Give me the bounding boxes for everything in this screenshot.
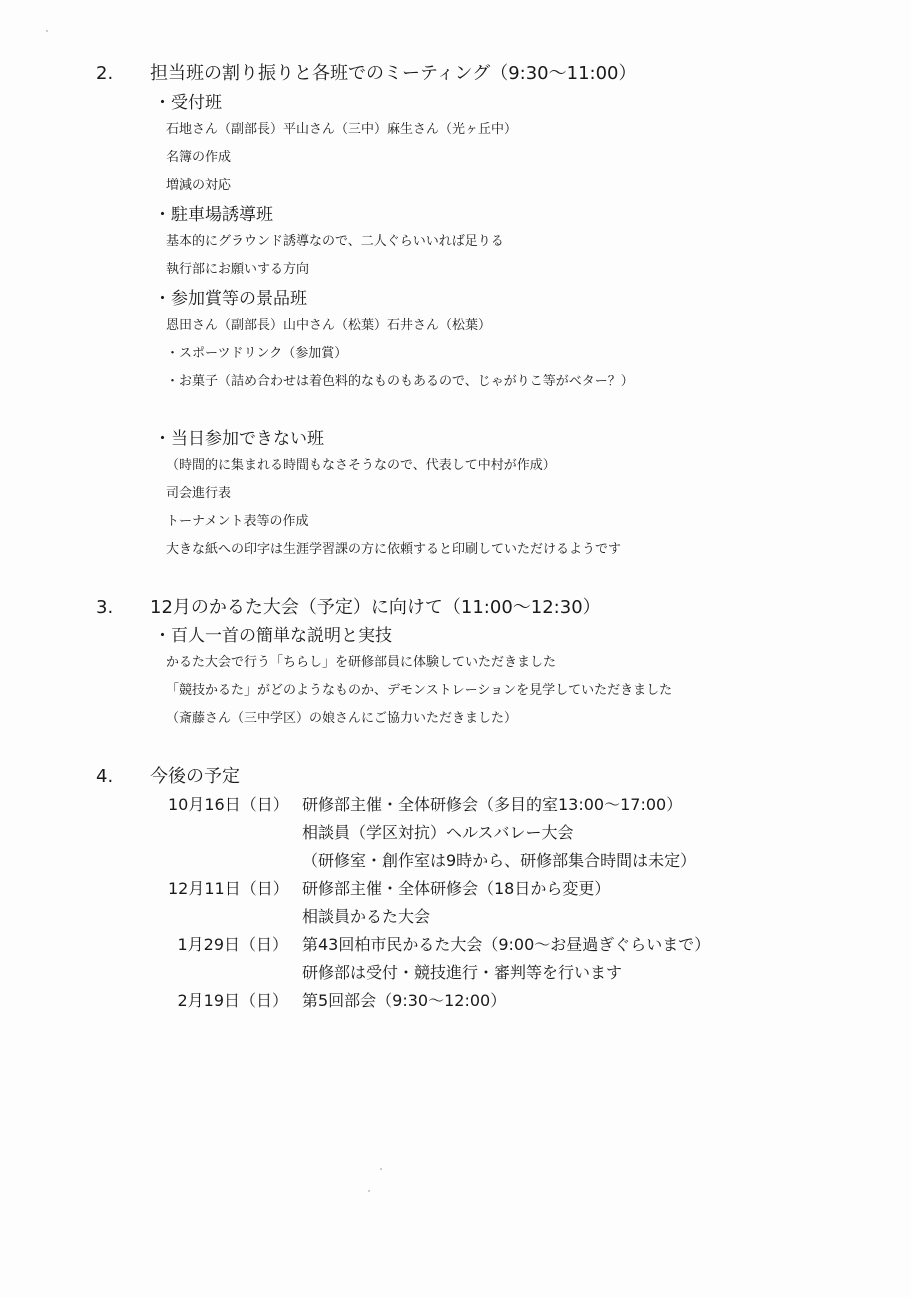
schedule-date: 10月16日（日） <box>168 795 289 814</box>
group-line: 名簿の作成 <box>166 150 232 165</box>
schedule-item: 第5回部会（9:30～12:00） <box>302 991 507 1010</box>
group-line: 石地さん（副部長）平山さん（三中）麻生さん（光ヶ丘中） <box>166 122 518 137</box>
schedule-item: 研修部主催・全体研修会（多目的室13:00～17:00） <box>302 795 683 814</box>
scan-speck <box>380 1168 382 1170</box>
group-line: （時間的に集まれる時間もなさそうなので、代表して中村が作成） <box>166 458 556 473</box>
scan-speck <box>368 1190 370 1192</box>
group-line: 恩田さん（副部長）山中さん（松葉）石井さん（松葉） <box>166 318 492 333</box>
group-line: トーナメント表等の作成 <box>166 514 309 529</box>
schedule-date: 1月29日（日） <box>177 935 288 954</box>
group-line: ・スポーツドリンク（参加賞） <box>166 346 348 361</box>
group-line: 執行部にお願いする方向 <box>166 262 310 277</box>
group-heading: ・百人一首の簡単な説明と実技 <box>154 626 392 646</box>
group-line: 司会進行表 <box>166 486 232 501</box>
group-line: 基本的にグラウンド誘導なので、二人ぐらいいれば足りる <box>166 234 504 249</box>
section-number: 4. <box>96 766 114 787</box>
group-line: かるた大会で行う「ちらし」を研修部員に体験していただきました <box>166 655 557 670</box>
group-heading: ・受付班 <box>154 93 222 113</box>
scan-speck <box>46 30 48 32</box>
schedule-item: （研修室・創作室は9時から、研修部集合時間は未定） <box>302 851 697 870</box>
group-line: 「競技かるた」がどのようなものか、デモンストレーションを見学していただきました <box>166 683 673 698</box>
group-line: 大きな紙への印字は生涯学習課の方に依頼すると印刷していただけるようです <box>166 542 622 557</box>
section-title: 今後の予定 <box>150 766 240 787</box>
section-number: 3. <box>96 597 114 618</box>
section-title: 12月のかるた大会（予定）に向けて（11:00～12:30） <box>150 597 601 618</box>
schedule-item: 研修部は受付・競技進行・審判等を行います <box>302 963 623 982</box>
group-heading: ・駐車場誘導班 <box>154 205 273 225</box>
group-line: （斎藤さん（三中学区）の娘さんにご協力いただきました） <box>166 711 518 726</box>
group-line: ・お菓子（詰め合わせは着色料的なものもあるので、じゃがりこ等がベター？） <box>166 374 634 389</box>
schedule-item: 相談員かるた大会 <box>302 907 431 926</box>
schedule-date: 2月19日（日） <box>177 991 288 1010</box>
schedule-date: 12月11日（日） <box>168 879 289 898</box>
section-number: 2. <box>96 63 114 84</box>
schedule-item: 相談員（学区対抗）ヘルスバレー大会 <box>302 823 574 842</box>
schedule-item: 研修部主催・全体研修会（18日から変更） <box>302 879 611 898</box>
schedule-item: 第43回柏市民かるた大会（9:00～お昼過ぎぐらいまで） <box>302 935 711 954</box>
group-heading: ・参加賞等の景品班 <box>154 289 307 309</box>
section-title: 担当班の割り振りと各班でのミーティング（9:30～11:00） <box>150 63 637 84</box>
group-heading: ・当日参加できない班 <box>154 429 324 449</box>
group-line: 増減の対応 <box>166 178 232 193</box>
